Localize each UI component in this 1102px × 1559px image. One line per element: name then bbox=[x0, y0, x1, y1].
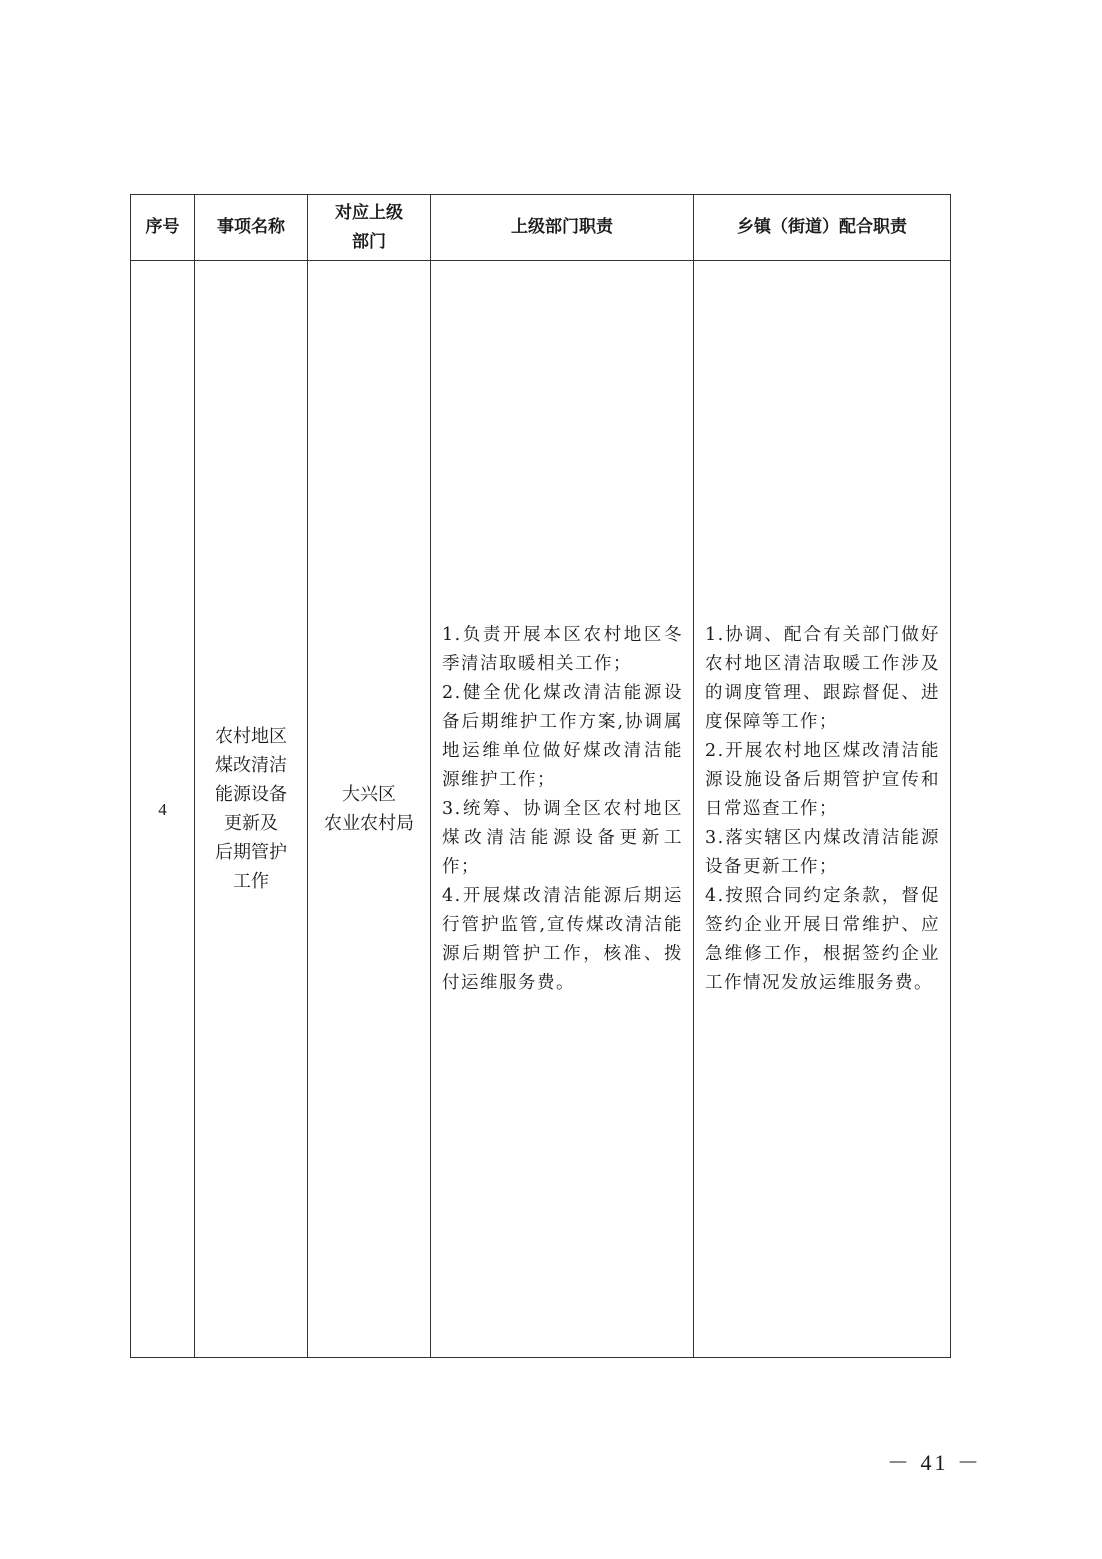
cell-seq: 4 bbox=[131, 261, 195, 1358]
page-number: － 41 － bbox=[887, 1450, 983, 1475]
town-duty-item: 1.协调、配合有关部门做好农村地区清洁取暖工作涉及的调度管理、跟踪督促、进度保障等工作； bbox=[705, 624, 940, 732]
header-upper-dept: 对应上级 部门 bbox=[308, 195, 431, 261]
cell-upper-duties bbox=[431, 261, 694, 1358]
upper-duty-item: 4.开展煤改清洁能源后期运行管护监管,宣传煤改清洁能源后期管护工作，核准、拨付运维服务费。 bbox=[442, 885, 683, 993]
header-item-name: 事项名称 bbox=[195, 195, 308, 261]
header-upper-duties: 上级部门职责 bbox=[431, 195, 694, 261]
table-header-row bbox=[131, 195, 951, 261]
header-town-duties: 乡镇（街道）配合职责 bbox=[694, 195, 951, 261]
town-duty-item: 4.按照合同约定条款，督促签约企业开展日常维护、应急维修工作，根据签约企业工作情况发放运维服务费。 bbox=[705, 885, 940, 993]
town-duty-item: 2.开展农村地区煤改清洁能源设施设备后期管护宣传和日常巡查工作； bbox=[705, 740, 940, 819]
upper-duty-item: 2.健全优化煤改清洁能源设备后期维护工作方案,协调属地运维单位做好煤改清洁能源维护工作； bbox=[442, 682, 683, 790]
cell-upper-dept: 大兴区 农业农村局 bbox=[308, 261, 431, 1358]
upper-duty-item: 1.负责开展本区农村地区冬季清洁取暖相关工作； bbox=[442, 624, 683, 674]
responsibility-table bbox=[130, 194, 951, 1358]
upper-duty-item: 3.统筹、协调全区农村地区煤改清洁能源设备更新工作； bbox=[442, 798, 683, 877]
header-seq: 序号 bbox=[131, 195, 195, 261]
table-row bbox=[131, 261, 951, 1358]
cell-town-duties bbox=[694, 261, 951, 1358]
cell-item-name: 农村地区 煤改清洁 能源设备 更新及 后期管护 工作 bbox=[195, 261, 308, 1358]
town-duty-item: 3.落实辖区内煤改清洁能源设备更新工作； bbox=[705, 827, 940, 877]
